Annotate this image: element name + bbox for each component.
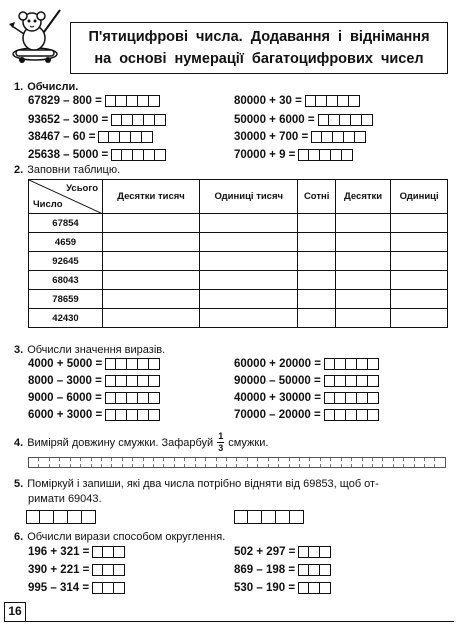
table-row: 4659 (29, 233, 448, 252)
section-5-title-cont: римати 69043. (28, 493, 102, 505)
task5-answer-1[interactable] (26, 510, 96, 524)
table-row: 42430 (29, 309, 448, 328)
answer-cells[interactable] (105, 392, 160, 404)
task5-answer-2[interactable] (234, 510, 304, 524)
answer-cells[interactable] (92, 564, 125, 576)
task3-expr-2: 8000 – 3000 = (28, 375, 160, 387)
mascot-illustration (4, 6, 66, 64)
table-row: 92645 (29, 252, 448, 271)
answer-cells[interactable] (298, 546, 331, 558)
answer-cells[interactable] (298, 149, 353, 161)
table-row: 68043 (29, 271, 448, 290)
task1-expr-2: 93652 – 3000 = (28, 114, 166, 126)
answer-cells[interactable] (311, 131, 366, 143)
page-number: 16 (4, 602, 26, 622)
col-header-ten-thousands: Десятки тисяч (103, 180, 200, 214)
task3-expr-6: 90000 – 50000 = (234, 375, 379, 387)
section-6-title: 6. Обчисли вирази способом округлення. (14, 531, 226, 543)
col-header-units: Одиниці (391, 180, 448, 214)
answer-cells[interactable] (92, 582, 125, 594)
task3-expr-3: 9000 – 6000 = (28, 392, 160, 404)
table-corner-cell (29, 180, 103, 214)
answer-cells[interactable] (105, 375, 160, 387)
task1-expr-8: 70000 + 9 = (234, 149, 353, 161)
place-value-table (28, 179, 448, 328)
answer-cells[interactable] (324, 392, 379, 404)
task3-expr-1: 4000 + 5000 = (28, 358, 160, 370)
fraction-one-third: $\frac{1}{3}$ (218, 431, 224, 453)
measure-strip[interactable] (28, 457, 446, 468)
answer-cells[interactable] (111, 149, 166, 161)
title-line-2: на основі нумерації багатоцифрових чисел (94, 51, 424, 67)
section-4-title: 4. Виміряй довжину смужки. Зафарбуй $\frac{1}{3}$ смужки. (14, 431, 269, 453)
task1-expr-3: 38467 – 60 = (28, 131, 153, 143)
section-1-title: 1. Обчисли. (14, 81, 79, 93)
answer-cells[interactable] (324, 375, 379, 387)
task3-expr-4: 6000 + 3000 = (28, 409, 160, 421)
title-line-1: П'ятицифрові числа. Додавання і віднімання (88, 29, 430, 45)
answer-cells[interactable] (105, 95, 160, 107)
corner-bottom-label: Число (33, 199, 63, 210)
answer-cells[interactable] (105, 358, 160, 370)
answer-cells[interactable] (324, 358, 379, 370)
task3-expr-5: 60000 + 20000 = (234, 358, 379, 370)
answer-cells[interactable] (105, 409, 160, 421)
answer-cells[interactable] (111, 114, 166, 126)
answer-cells[interactable] (318, 114, 373, 126)
table-row: 67854 (29, 214, 448, 233)
task3-expr-8: 70000 – 20000 = (234, 409, 379, 421)
task3-expr-7: 40000 + 30000 = (234, 392, 379, 404)
table-row: 78659 (29, 290, 448, 309)
section-5-title: 5. Поміркуй і запиши, які два числа потрібно відняти від 69853, щоб от- (14, 478, 379, 490)
col-header-tens: Десятки (335, 180, 390, 214)
answer-cells[interactable] (324, 409, 379, 421)
col-header-thousands: Одиниці тисяч (200, 180, 298, 214)
task1-expr-6: 50000 + 6000 = (234, 114, 373, 126)
answer-cells[interactable] (298, 582, 331, 594)
answer-cells[interactable] (305, 95, 360, 107)
task1-expr-1: 67829 – 800 = (28, 95, 160, 107)
task1-expr-7: 30000 + 700 = (234, 131, 366, 143)
answer-cells[interactable] (92, 546, 125, 558)
footer-divider (24, 621, 454, 622)
task6-expr-2: 390 + 221 = (28, 564, 125, 576)
task6-expr-1: 196 + 321 = (28, 546, 125, 558)
corner-top-label: Усього (66, 183, 98, 194)
task1-expr-4: 25638 – 5000 = (28, 149, 166, 161)
col-header-hundreds: Сотні (298, 180, 335, 214)
task6-expr-4: 502 + 297 = (234, 546, 331, 558)
section-2-title: 2. Заповни таблицю. (14, 164, 121, 176)
task6-expr-6: 530 – 190 = (234, 582, 331, 594)
task6-expr-3: 995 – 314 = (28, 582, 125, 594)
answer-cells[interactable] (298, 564, 331, 576)
page-title (70, 22, 448, 74)
task1-expr-5: 80000 + 30 = (234, 95, 360, 107)
task6-expr-5: 869 – 198 = (234, 564, 331, 576)
answer-cells[interactable] (98, 131, 153, 143)
section-3-title: 3. Обчисли значення виразів. (14, 344, 166, 356)
